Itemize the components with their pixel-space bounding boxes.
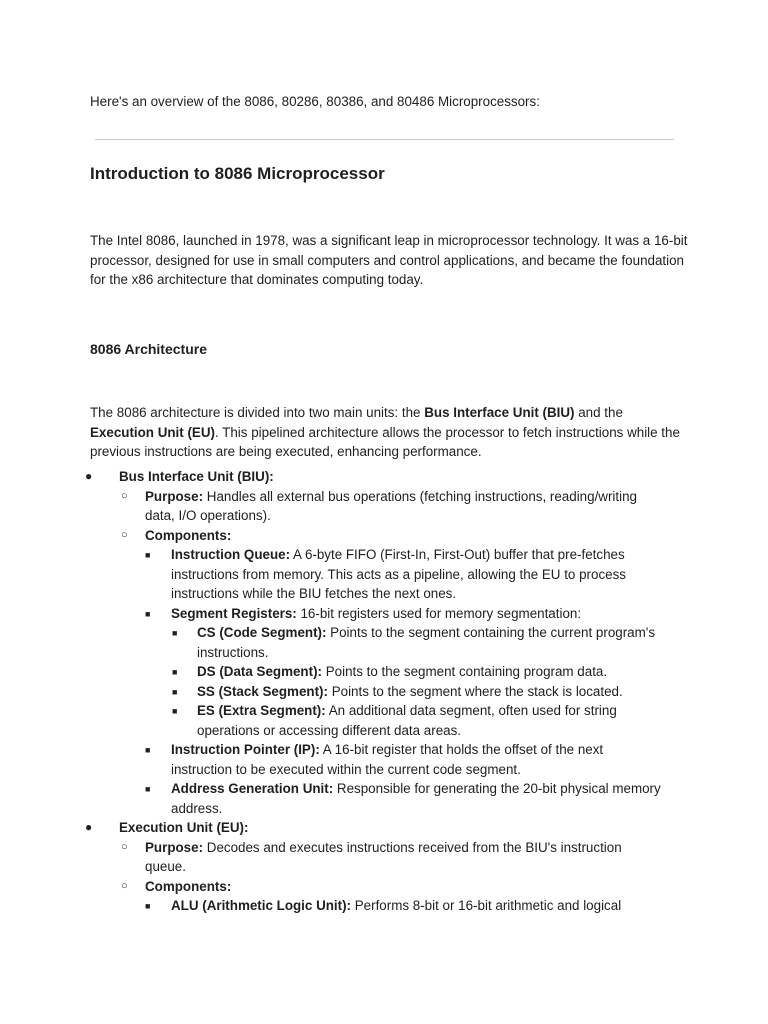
item-label: Purpose: [145, 488, 204, 504]
architecture-list [0, 467, 768, 916]
item-label: Instruction Queue: [171, 547, 291, 562]
horizontal-divider [95, 139, 674, 140]
item-label: Components: [145, 527, 232, 543]
item-text: Responsible for generating the 20-bit physical memory address. [171, 781, 661, 816]
list-item-ss [0, 682, 768, 702]
bullet-disc-icon: ● [85, 469, 93, 483]
item-text: Performs 8-bit or 16-bit arithmetic and logical [351, 898, 622, 913]
bold-term-biu: Bus Interface Unit (BIU) [424, 405, 575, 420]
item-label: Address Generation Unit: [171, 781, 334, 796]
paragraph-text: . This pipelined architecture allows the processor to fetch instructions while the previous instructions are being executed, enhancing performance. [90, 424, 680, 459]
bullet-square-icon: ■ [172, 706, 178, 716]
paragraph-intro-8086: The Intel 8086, launched in 1978, was a significant leap in microprocessor technology. It was a 16-bit processor, designed for use in small computers and control applications, and became the foundation for the x86 architecture that dominates computing today. [90, 233, 688, 287]
item-text: A 6-byte FIFO (First-In, First-Out) buffer that pre-fetches instructions from memory. This acts as a pipeline, allowing the EU to process instructions while the BIU fetches the next ones. [171, 547, 626, 601]
list-item-segment-registers [0, 604, 768, 624]
bullet-square-icon: ■ [172, 686, 178, 697]
heading-architecture: 8086 Architecture [90, 341, 207, 357]
item-text: A 16-bit register that holds the offset of the next instruction to be executed within the current code segment. [171, 742, 604, 777]
bullet-circle-icon: ○ [121, 489, 128, 502]
list-item-eu-purpose [0, 838, 768, 877]
paragraph-text: The 8086 architecture is divided into two main units: the [90, 405, 425, 420]
item-label: ALU (Arithmetic Logic Unit): [171, 898, 352, 913]
item-text: Points to the segment containing program data. [322, 664, 608, 679]
item-label: Instruction Pointer (IP): [171, 742, 320, 757]
item-text: Handles all external bus operations (fetching instructions, reading/writing data, I/O operations). [145, 488, 637, 523]
item-text: Points to the segment where the stack is located. [327, 683, 623, 699]
bullet-square-icon: ■ [145, 608, 151, 619]
intro-text: Here's an overview of the 8086, 80286, 80386, and 80486 Microprocessors: [90, 94, 540, 109]
list-item-biu [0, 467, 768, 487]
list-item-address-generation-unit [0, 779, 768, 818]
item-label: CS (Code Segment): [197, 625, 327, 640]
item-text: Points to the segment containing the current program's instructions. [197, 625, 656, 660]
list-item-title: Execution Unit (EU): [119, 820, 249, 835]
bullet-square-icon: ■ [145, 784, 151, 794]
bullet-circle-icon: ○ [121, 840, 128, 853]
item-label: Purpose: [145, 839, 204, 855]
heading-introduction: Introduction to 8086 Microprocessor [90, 164, 385, 183]
list-item-instruction-queue [0, 545, 768, 604]
bold-term-eu: Execution Unit (EU) [90, 424, 215, 440]
bullet-square-icon: ■ [145, 745, 151, 755]
list-item-instruction-pointer [0, 740, 768, 779]
paragraph-architecture [90, 403, 690, 462]
bullet-square-icon: ■ [145, 550, 151, 560]
item-text: Decodes and executes instructions received from the BIU's instruction queue. [145, 839, 622, 874]
bullet-square-icon: ■ [145, 901, 151, 911]
list-item-eu [0, 818, 768, 838]
item-text: An additional data segment, often used for string operations or accessing different data areas. [197, 703, 617, 738]
item-label: DS (Data Segment): [197, 664, 322, 679]
item-label: Segment Registers: [171, 605, 297, 621]
paragraph-text: and the [574, 405, 623, 420]
bullet-square-icon: ■ [172, 667, 178, 677]
list-item-biu-purpose [0, 487, 768, 526]
item-label: Components: [145, 878, 232, 894]
item-label: SS (Stack Segment): [197, 683, 328, 699]
list-item-biu-components [0, 526, 768, 546]
bullet-disc-icon: ● [85, 820, 93, 834]
list-item-ds [0, 662, 768, 682]
list-item-cs [0, 623, 768, 662]
list-item-alu [0, 896, 768, 916]
list-item-title: Bus Interface Unit (BIU): [119, 469, 274, 484]
item-label: ES (Extra Segment): [197, 703, 326, 718]
bullet-circle-icon: ○ [121, 528, 128, 541]
bullet-circle-icon: ○ [121, 879, 128, 892]
list-item-es [0, 701, 768, 740]
list-item-eu-components [0, 877, 768, 897]
item-text: 16-bit registers used for memory segmentation: [296, 605, 582, 621]
bullet-square-icon: ■ [172, 628, 178, 638]
